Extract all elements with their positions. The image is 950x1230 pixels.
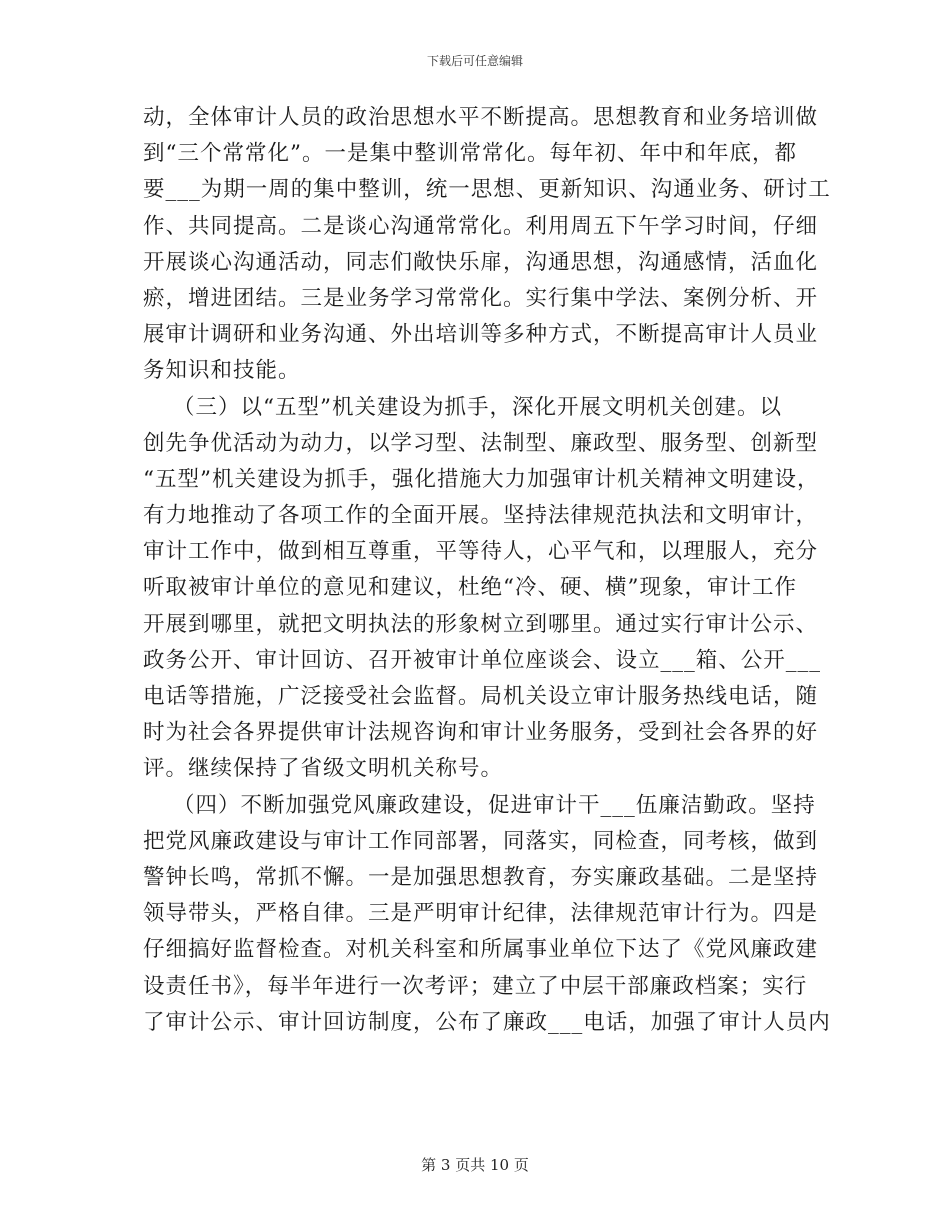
text-line: 开展到哪里，就把文明执法的形象树立到哪里。通过实行审计公示、	[143, 611, 819, 637]
text-line: 开展谈心沟通活动，同志们敞快乐扉，沟通思想，沟通感情，活血化	[143, 249, 819, 275]
text-line: 评。继续保持了省级文明机关称号。	[143, 756, 504, 782]
page-footer: 第 3 页共 10 页	[421, 1156, 529, 1174]
text-line: 警钟长鸣，常抓不懈。一是加强思想教育，夯实廉政基础。二是坚持	[143, 864, 819, 890]
text-line: 务知识和技能。	[143, 358, 301, 384]
text-line: 仔细搞好监督检查。对机关科室和所属事业单位下达了《党风廉政建	[143, 937, 819, 963]
text-line: 创先争优活动为动力，以学习型、法制型、廉政型、服务型、创新型	[143, 430, 819, 456]
text-line: 政务公开、审计回访、召开被审计单位座谈会、设立___箱、公开___	[143, 647, 822, 673]
text-line: 到“三个常常化”。一是集中整训常常化。每年初、年中和年底，都	[143, 141, 797, 167]
document-body	[143, 100, 831, 1041]
text-line: 有力地推动了各项工作的全面开展。坚持法律规范执法和文明审计，	[143, 503, 819, 529]
text-line: 作、共同提高。二是谈心沟通常常化。利用周五下午学习时间，仔细	[143, 213, 819, 239]
text-line: 听取被审计单位的意见和建议，杜绝“冷、硬、横”现象，审计工作	[143, 575, 797, 601]
text-line: 动，全体审计人员的政治思想水平不断提高。思想教育和业务培训做	[143, 105, 819, 130]
text-line: 把党风廉政建设与审计工作同部署，同落实，同检查，同考核，做到	[143, 828, 819, 854]
text-line: 设责任书》，每半年进行一次考评；建立了中层干部廉政档案；实行	[143, 973, 808, 999]
text-line: 展审计调研和业务沟通、外出培训等多种方式，不断提高审计人员业	[143, 322, 819, 348]
text-line: 了审计公示、审计回访制度，公布了廉政___电话，加强了审计人员内	[143, 1009, 831, 1035]
text-line: “五型”机关建设为抓手，强化措施大力加强审计机关精神文明建设，	[143, 466, 820, 492]
text-line: 时为社会各界提供审计法规咨询和审计业务服务，受到社会各界的好	[143, 720, 819, 746]
text-line: 瘀，增进团结。三是业务学习常常化。实行集中学法、案例分析、开	[143, 285, 819, 311]
text-line: 要___为期一周的集中整训，统一思想、更新知识、沟通业务、研讨工	[143, 177, 831, 203]
page-header: 下载后可任意编辑	[426, 54, 523, 68]
text-line: 电话等措施，广泛接受社会监督。局机关设立审计服务热线电话，随	[143, 684, 819, 709]
text-line: 审计工作中，做到相互尊重，平等待人，心平气和，以理服人，充分	[143, 539, 819, 565]
paragraph-1	[143, 100, 831, 390]
text-line: （三）以“五型”机关建设为抓手，深化开展文明机关创建。以	[173, 394, 782, 420]
paragraph-3	[143, 788, 831, 1041]
paragraph-2	[143, 390, 822, 788]
text-line: 领导带头，严格自律。三是严明审计纪律，法律规范审计行为。四是	[143, 901, 819, 927]
text-line: （四）不断加强党风廉政建设，促进审计干___伍廉洁勤政。坚持	[173, 792, 816, 818]
